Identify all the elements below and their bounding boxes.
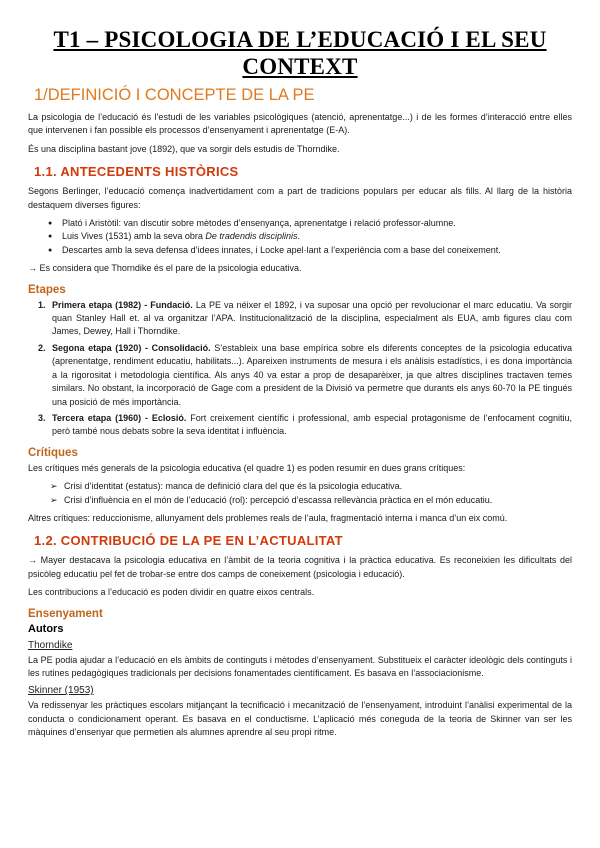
paragraph: Les contribucions a l’educació es poden dividir en quatre eixos centrals. bbox=[28, 587, 315, 598]
paragraph: → Es considera que Thorndike és el pare de la psicologia educativa. bbox=[28, 263, 302, 274]
book-title: De tradendis disciplinis bbox=[205, 231, 298, 242]
list-item: ➢ Crisi d’influència en el món de l’educació (rol): percepció d’escassa rellevància pràctica en el món educatiu. bbox=[50, 494, 572, 507]
list-item: 3. Tercera etapa (1960) - Eclosió. Fort creixement científic i professional, amb especial protagonisme de l’enfocament cognitiu, però també nous debats sobre la seva identitat i influència. bbox=[38, 412, 572, 437]
authors-label: Autors bbox=[28, 622, 64, 635]
paragraph: → Mayer destacava la psicologia educativa en l’àmbit de la teoria cognitiva i la pràctica educativa. Es reconeixien les dificultats del psicòleg educatiu pel fet de trobar-se entre dos camps de coneixement (psicologia i educació). bbox=[28, 555, 572, 579]
paragraph: Altres crítiques: reduccionisme, allunyament dels problemes reals de l’aula, fragmentació interna i manca d’un eix comú. bbox=[28, 512, 508, 523]
arrow-list bbox=[28, 480, 572, 507]
author-name-skinner: Skinner (1953) bbox=[28, 685, 94, 697]
list-item: 2. Segona etapa (1920) - Consolidació. S’estableix una base empírica sobre els diferents conceptes de la psicologia educativa (aprenentatge, rendiment educatiu, habilitats...). Apareixen instruments de mesura i els anàlisis estadístics, i es dona importància a la rigorositat i metodologia científica. Als anys 40 va estar a prop de desaparèixer, ja que altres disciplines tractaven temes similars. No obstant, la incorporació de Gage com a president de la Divisió va permetre que durants els anys 60-70 la PE tingués una posició de més importància. bbox=[38, 342, 572, 407]
list-item: 1. Primera etapa (1982) - Fundació. La PE va néixer el 1892, i va suposar una opció per revolucionar el marc educatiu. Va sorgir quan Stanley Hall et. al va organitzar l’APA. Institucionalització de la disciplina, especialment als EUA, amb figures clau com James, Dewey, Hall i Thorndike. bbox=[38, 299, 572, 337]
document-page bbox=[28, 26, 572, 745]
paragraph: Va redissenyar les pràctiques escolars mitjançant la tecnificació i mecanització de l’ensenyament, introduint l’anàlisi experimental de la conducta o condicionament operant. Es basava en el conductisme. L’aplicació més coneguda de la teoria de Skinner van ser les màquines d’ensenyar que permetien als alumnes aprendre al seu propi ritme. bbox=[28, 700, 572, 738]
paragraph: La psicologia de l’educació és l’estudi de les variables psicològiques (atenció, aprenentatge...) i de les formes d’interacció entre elles que intervenen i fan possible els processos d’ensenyament i aprenentatge (E-A). bbox=[28, 112, 572, 136]
list-item: ➢ Crisi d’identitat (estatus): manca de definició clara del que és la psicologia educativa. bbox=[50, 480, 572, 493]
paragraph: Segons Berlinger, l’educació comença inadvertidament com a part de tradicions populars per educar als fills. Al llarg de la història destaquem diverses figures: bbox=[28, 186, 572, 210]
paragraph: És una disciplina bastant jove (1892), que va sorgir dels estudis de Thorndike. bbox=[28, 143, 340, 154]
list-item: ● Descartes amb la seva defensa d’idees innates, i Locke apel·lant a l’experiència com a base del coneixement. bbox=[50, 244, 572, 257]
list-item: ● Luis Vives (1531) amb la seva obra De tradendis disciplinis. bbox=[50, 230, 572, 243]
bullet-list bbox=[28, 217, 572, 257]
paragraph: La PE podia ajudar a l’educació en els àmbits de continguts i mètodes d’ensenyament. Substitueix el caràcter ideològic dels continguts i les rutines pedagògiques tradicionals per decisions fonamentades científicament. Es basava en l’associacionisme. bbox=[28, 654, 572, 678]
subsection-heading-antecedents: 1.1. ANTECEDENTS HISTÒRICS bbox=[34, 164, 239, 180]
page-title: T1 – PSICOLOGIA DE L’EDUCACIÓ I EL SEU CONTEXT bbox=[53, 27, 547, 79]
author-name-thorndike: Thorndike bbox=[28, 639, 73, 651]
heading-etapes: Etapes bbox=[28, 283, 66, 296]
heading-critiques: Crítiques bbox=[28, 446, 78, 459]
paragraph: Les crítiques més generals de la psicologia educativa (el quadre 1) es poden resumir en dues grans crítiques: bbox=[28, 462, 466, 473]
subsection-heading-contribucio: 1.2. CONTRIBUCIÓ DE LA PE EN L’ACTUALITAT bbox=[34, 533, 343, 549]
stages-list bbox=[28, 299, 572, 439]
list-item: ● Plató i Aristòtil: van discutir sobre mètodes d’ensenyança, aprenentatge i relació professor-alumne. bbox=[50, 217, 572, 230]
heading-ensenyament: Ensenyament bbox=[28, 607, 103, 620]
section-heading-definicio: 1/DEFINICIÓ I CONCEPTE DE LA PE bbox=[34, 86, 315, 104]
